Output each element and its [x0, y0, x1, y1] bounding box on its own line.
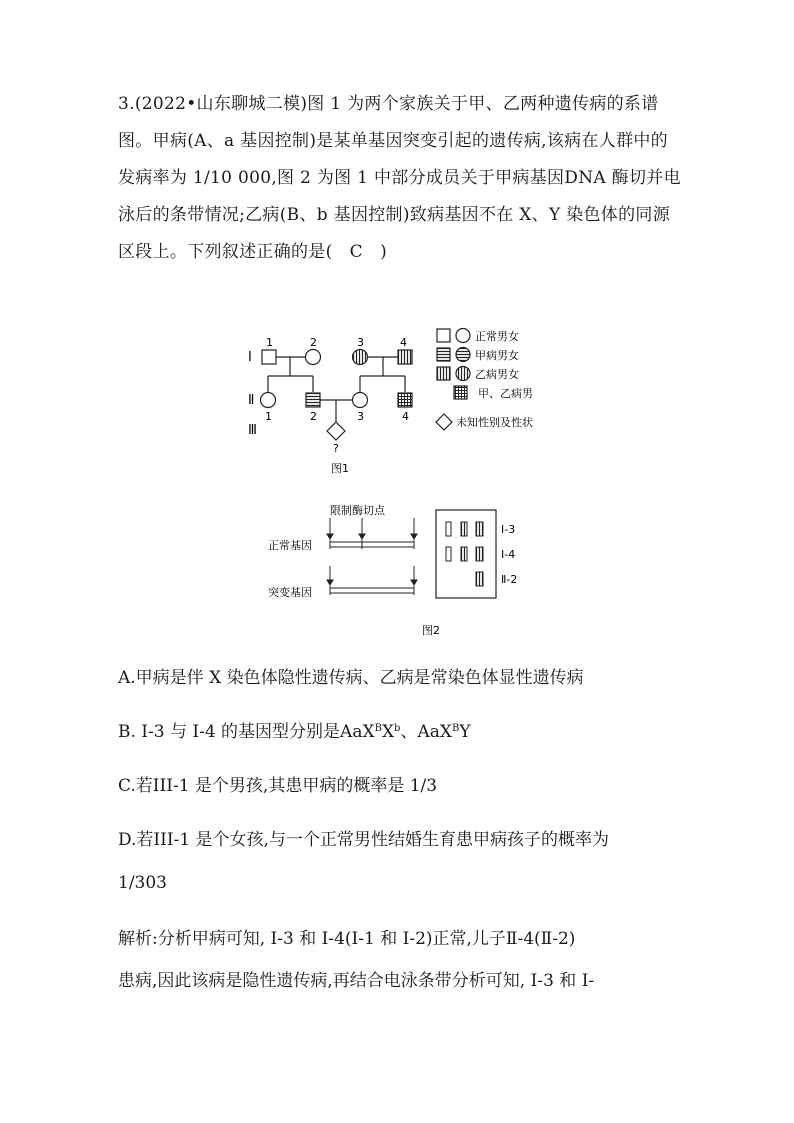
- figure1-caption: 图1: [331, 462, 349, 475]
- answer-letter: C: [349, 242, 363, 262]
- legend-jia-female-icon: [456, 348, 470, 362]
- legend-yi-male-icon: [437, 367, 450, 380]
- num-I-2: 2: [310, 336, 317, 349]
- num-I-1: 1: [266, 336, 273, 349]
- figure2-electrophoresis: [262, 500, 552, 640]
- question-text: 图 1 为两个家族关于甲、乙两种遗传病的系谱图。甲病(A、a 基因控制)是某单基因突变引起的遗传病,该病在人群中的发病率为 1/10 000,图 2 为图 1 中部分成员关于甲病基因DNA 酶切并电泳后的条带情况;乙病(B、b 基因控制)致病基因不在 X、Y 染色体的同源区段上。下列叙述正确的是(: [118, 94, 681, 262]
- num-III-1: ?: [333, 442, 339, 455]
- num-II-2: 2: [310, 410, 317, 423]
- II-4-jia-yi-male: [398, 393, 412, 407]
- II-3-normal-female: [353, 393, 368, 408]
- legend-yi-female-icon: [456, 367, 470, 381]
- question-source: (2022•山东聊城二模): [134, 94, 308, 114]
- site-label: 限制酶切点: [330, 504, 385, 517]
- gen-label-II: Ⅱ: [248, 393, 255, 408]
- analysis-line2: 患病,因此该病是隐性遗传病,再结合电泳条带分析可知, Ⅰ-3 和 Ⅰ-: [118, 971, 595, 991]
- gen-label-I: Ⅰ: [248, 350, 252, 365]
- normal-gene-label: 正常基因: [268, 539, 312, 552]
- lane-label-I4: Ⅰ-4: [501, 548, 516, 561]
- legend-jia: 甲病男女: [475, 349, 519, 362]
- num-II-1: 1: [265, 410, 272, 423]
- option-d-line2: 1/303: [118, 873, 167, 893]
- legend-jia-male-icon: [437, 348, 450, 361]
- lane-label-II2: Ⅱ-2: [501, 573, 518, 586]
- close-paren: ): [380, 242, 388, 262]
- option-b: B. Ⅰ-3 与 Ⅰ-4 的基因型分别是$AaX^BX^b$、AaX$^B$Y: [118, 722, 471, 742]
- legend-unknown-icon: [436, 414, 452, 430]
- figure1-pedigree: [238, 326, 568, 476]
- num-II-4: 4: [402, 410, 409, 423]
- num-I-4: 4: [400, 336, 407, 349]
- option-c: C.若III-1 是个男孩,其患甲病的概率是 1/3: [118, 776, 438, 796]
- band-II2-1: [476, 572, 483, 586]
- legend-normal-male-icon: [437, 329, 450, 342]
- option-d-line1: D.若III-1 是个女孩,与一个正常男性结婚生育患甲病孩子的概率为: [118, 830, 609, 850]
- lane-label-I3: Ⅰ-3: [501, 523, 516, 536]
- question-stem: [118, 86, 684, 271]
- legend-jia-yi-male-icon: [454, 386, 467, 399]
- I-1-normal-male: [262, 350, 276, 364]
- legend-yi: 乙病男女: [475, 368, 519, 381]
- legend-unknown: 未知性别及性状: [456, 416, 533, 429]
- band-I4-1: [446, 547, 451, 561]
- num-I-3: 3: [357, 336, 364, 349]
- I-3-yi-female: [353, 350, 368, 365]
- legend-normal: 正常男女: [475, 330, 519, 343]
- band-I3-1: [446, 522, 451, 536]
- band-I4-3: [476, 547, 483, 561]
- legend-normal-female-icon: [456, 329, 470, 343]
- gen-label-III: Ⅲ: [248, 423, 257, 438]
- option-a: A.甲病是伴 X 染色体隐性遗传病、乙病是常染色体显性遗传病: [118, 668, 584, 688]
- band-I4-2: [461, 547, 467, 561]
- analysis-line1: 解析:分析甲病可知, Ⅰ-3 和 Ⅰ-4(Ⅰ-1 和 Ⅰ-2)正常,儿子Ⅱ-4(Ⅱ-2): [118, 929, 576, 949]
- band-I3-3: [476, 522, 483, 536]
- question-number: 3.: [118, 94, 135, 114]
- I-4-yi-male: [398, 350, 412, 364]
- legend-jia-yi: 甲、乙病男: [478, 387, 533, 400]
- II-1-normal-female: [261, 393, 276, 408]
- figure2-caption: 图2: [422, 624, 440, 637]
- band-I3-2: [461, 522, 467, 536]
- III-1-unknown: [327, 422, 345, 440]
- mutant-gene-label: 突变基因: [268, 586, 312, 599]
- II-2-jia-male: [306, 393, 320, 407]
- I-2-normal-female: [306, 350, 321, 365]
- num-II-3: 3: [357, 410, 364, 423]
